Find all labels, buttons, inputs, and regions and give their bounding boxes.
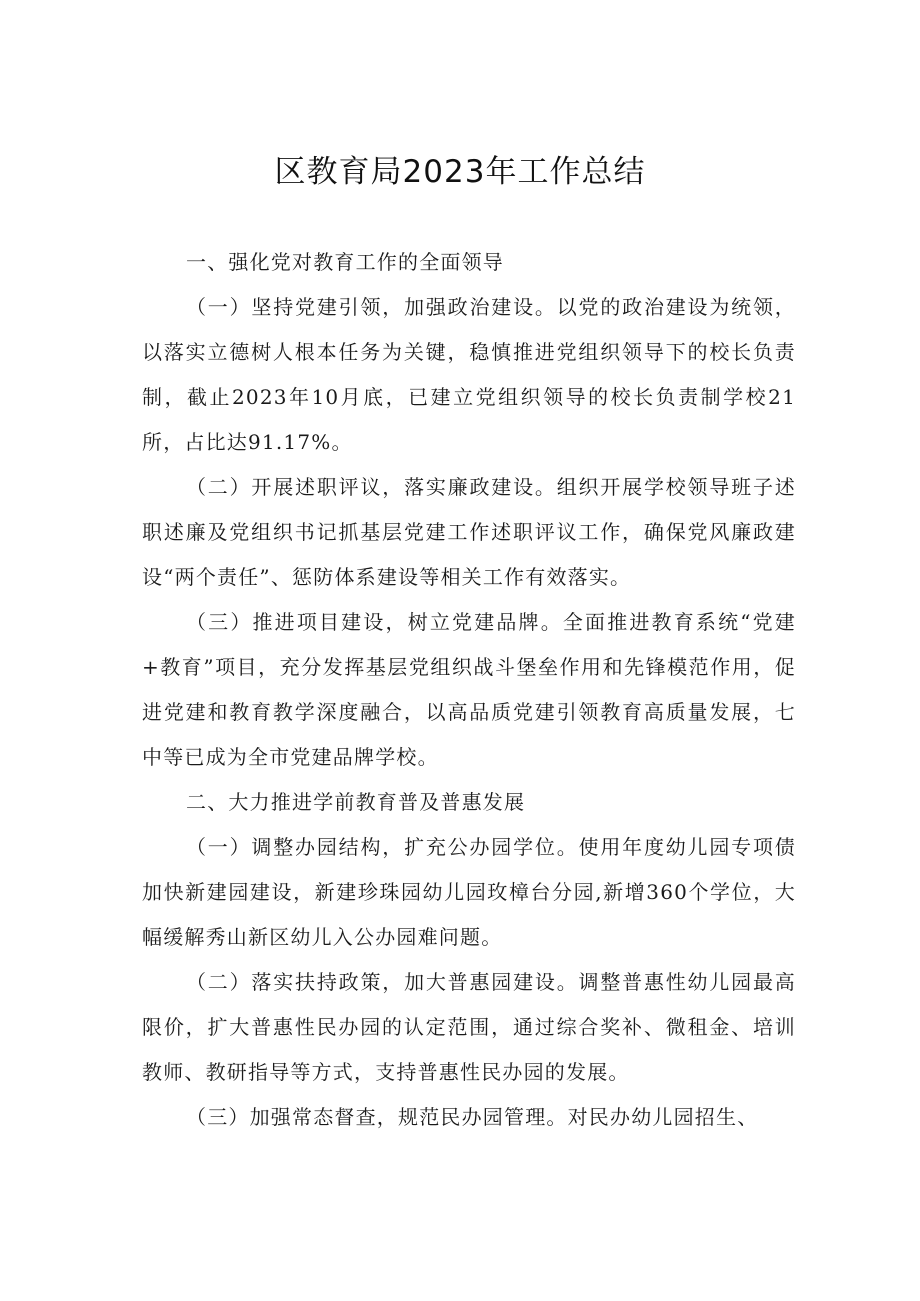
section-heading-2: 二、大力推进学前教育普及普惠发展 [186, 790, 526, 814]
paragraph-2-2: （二）落实扶持政策，加大普惠园建设。调整普惠性幼儿园最高限价，扩大普惠性民办园的认定范围，通过综合奖补、微租金、培训教师、教研指导等方式，支持普惠性民办园的发展。 [142, 970, 796, 1084]
paragraph-1-2: （二）开展述职评议，落实廉政建设。组织开展学校领导班子述职述廉及党组织书记抓基层党建工作述职评议工作，确保党风廉政建设“两个责任”、惩防体系建设等相关工作有效落实。 [142, 475, 796, 589]
paragraph-2-3: （三）加强常态督查，规范民办园管理。对民办幼儿园招生、 [186, 1105, 759, 1129]
section-heading-1: 一、强化党对教育工作的全面领导 [186, 250, 504, 274]
paragraph-2-1: （一）调整办园结构，扩充公办园学位。使用年度幼儿园专项债加快新建园建设，新建珍珠园幼儿园玫樟台分园,新增360个学位，大幅缓解秀山新区幼儿入公办园难问题。 [142, 835, 796, 949]
document-body [142, 240, 796, 1140]
paragraph-1-3: （三）推进项目建设，树立党建品牌。全面推进教育系统“党建+教育”项目，充分发挥基层党组织战斗堡垒作用和先锋模范作用，促进党建和教育教学深度融合，以高品质党建引领教育高质量发展，七中等已成为全市党建品牌学校。 [142, 610, 796, 769]
paragraph-1-1: （一）坚持党建引领，加强政治建设。以党的政治建设为统领，以落实立德树人根本任务为关键，稳慎推进党组织领导下的校长负责制，截止2023年10月底，已建立党组织领导的校长负责制学校21所，占比达91.17%。 [142, 295, 796, 454]
document-title: 区教育局2023年工作总结 [274, 154, 646, 190]
